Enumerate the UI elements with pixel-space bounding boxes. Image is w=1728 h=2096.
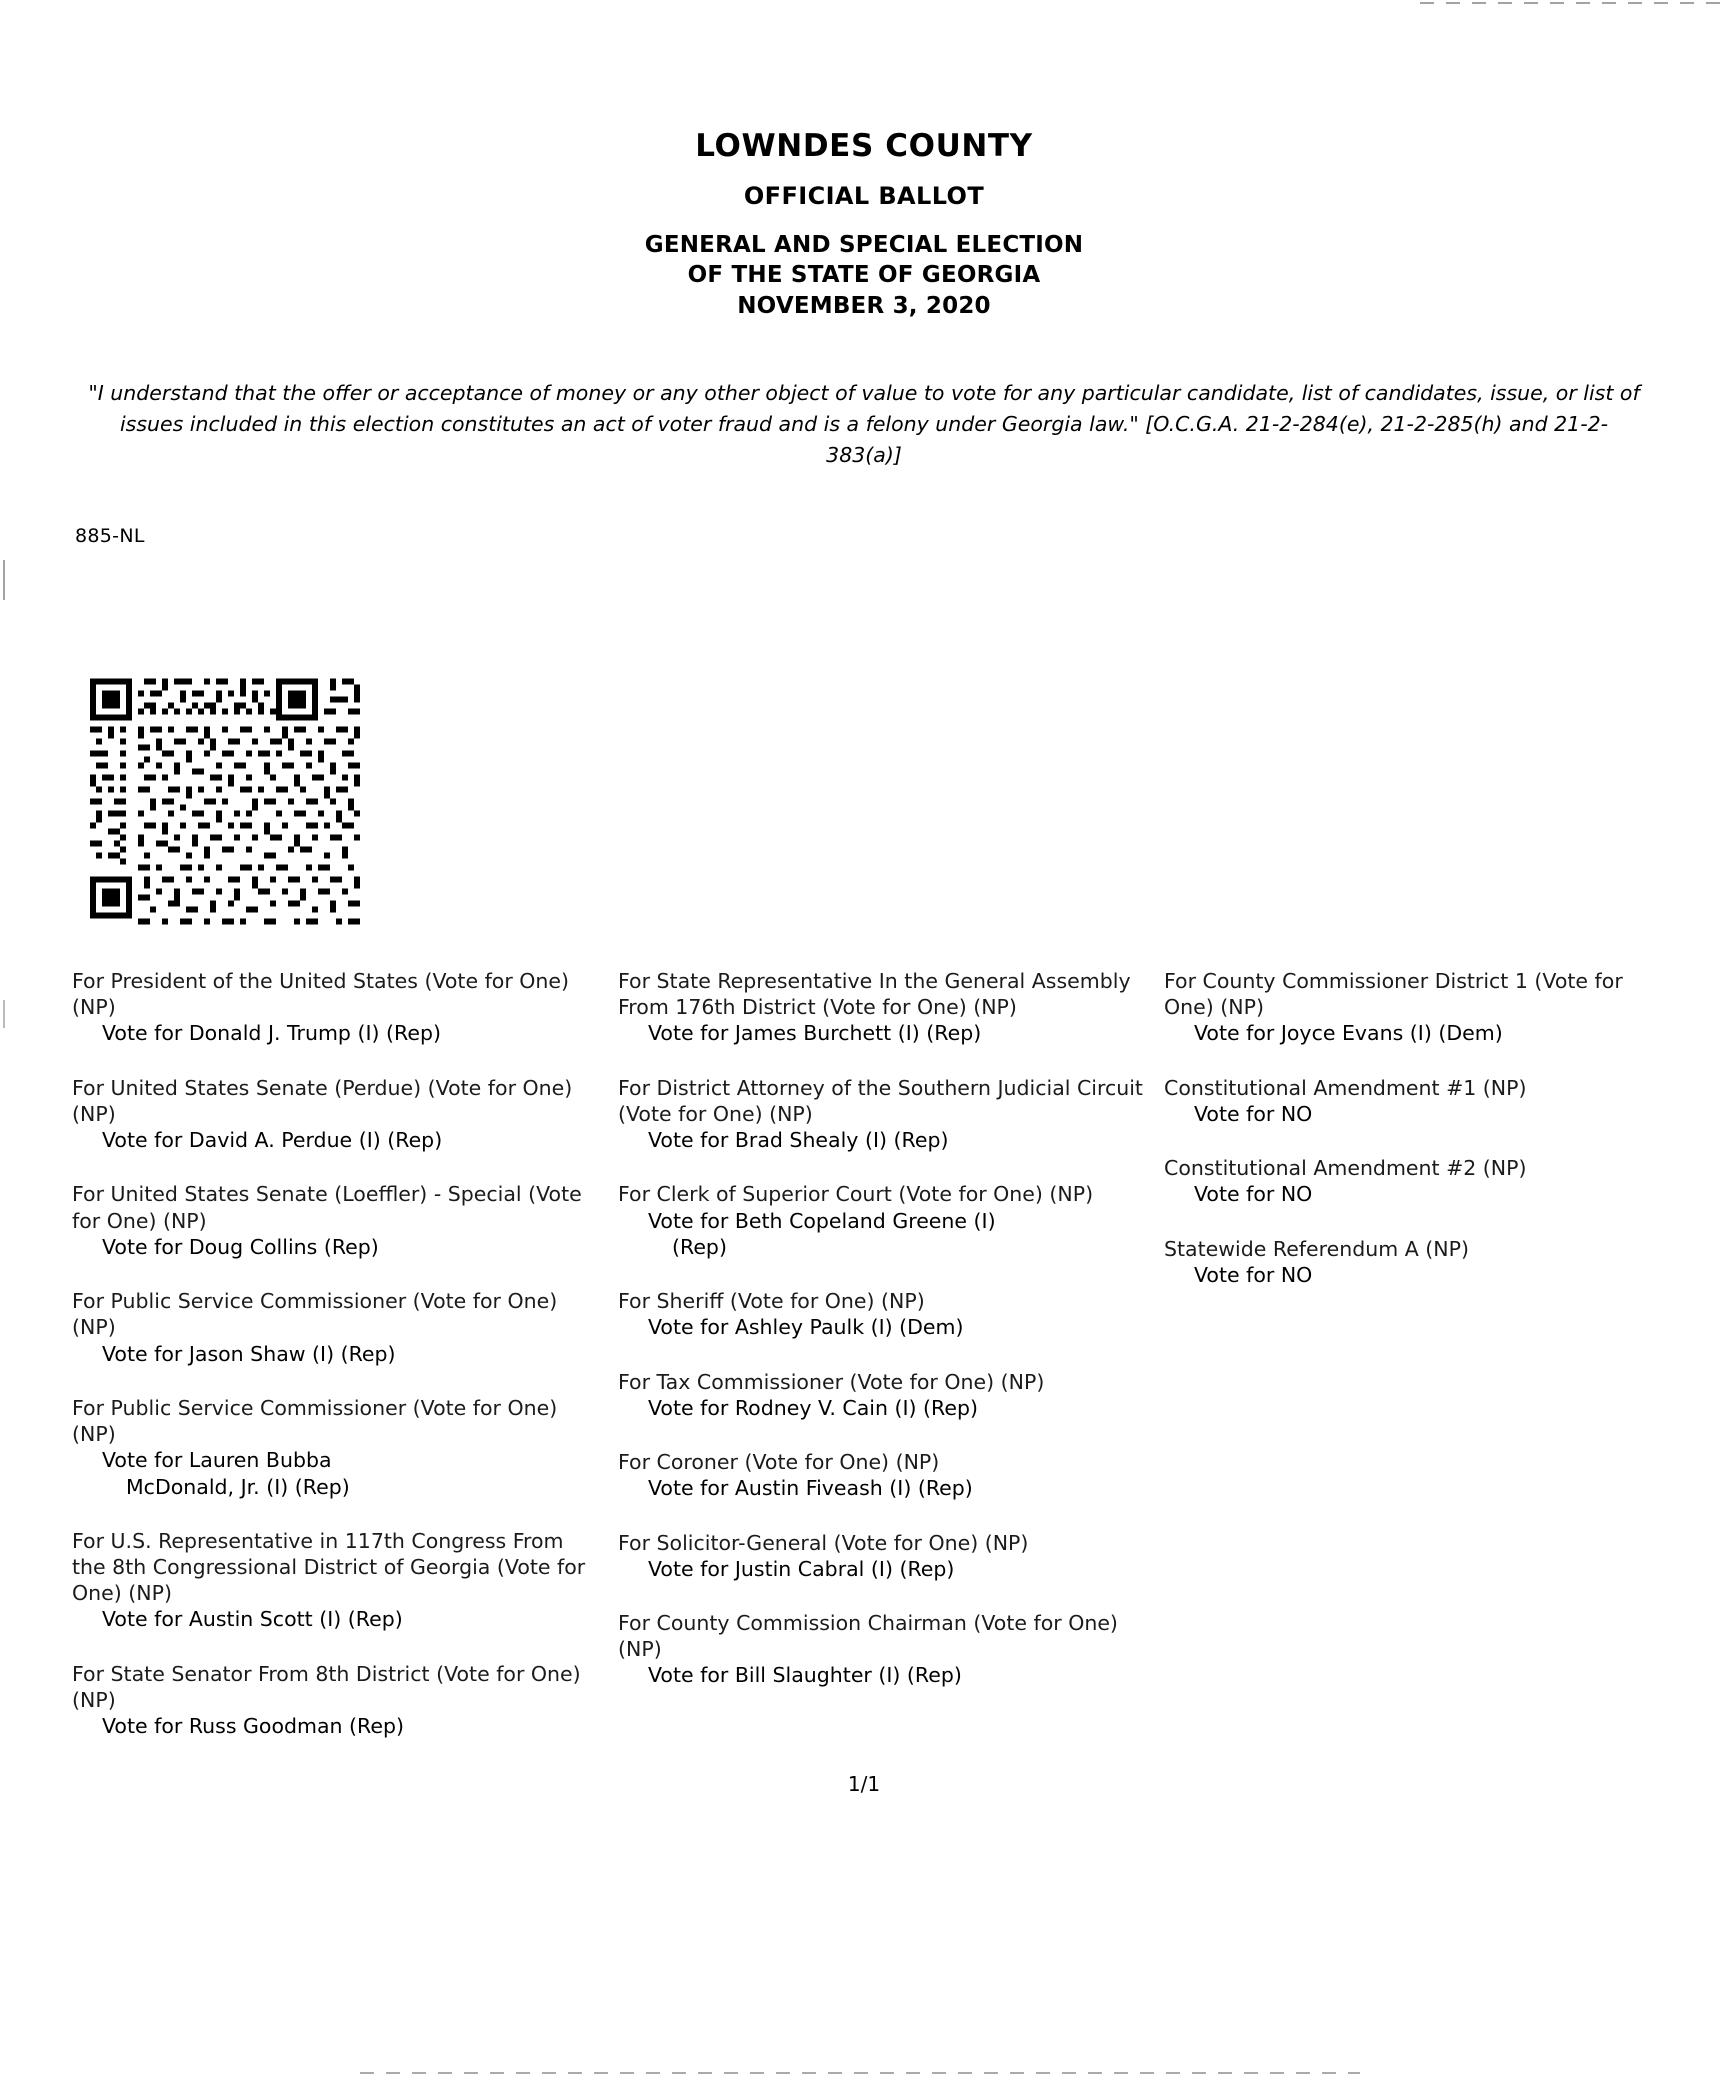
- contest-district-attorney: [618, 1075, 1148, 1154]
- contest-title: For U.S. Representative in 117th Congress From the 8th Congressional District of Georgia (Vote for One) (NP): [72, 1528, 586, 1606]
- contest-county-commissioner-district-1: [1164, 968, 1646, 1047]
- election-title-line-3: NOVEMBER 3, 2020: [737, 292, 991, 319]
- county-title: LOWNDES COUNTY: [695, 128, 1033, 164]
- contest-title: For County Commission Chairman (Vote for One) (NP): [618, 1610, 1118, 1662]
- qr-code: [84, 672, 366, 937]
- contest-public-service-commissioner-2: [72, 1395, 602, 1500]
- contest-choice: Vote for NO: [1194, 1262, 1313, 1287]
- contest-title: For Sheriff (Vote for One) (NP): [618, 1289, 925, 1314]
- contest-us-senate-loeffler-special: [72, 1181, 602, 1260]
- contest-choice: Vote for Jason Shaw (I) (Rep): [102, 1341, 396, 1366]
- contest-choice-continuation: (Rep): [672, 1234, 727, 1259]
- contest-title: Constitutional Amendment #1 (NP): [1164, 1075, 1527, 1100]
- official-ballot-title: OFFICIAL BALLOT: [743, 182, 985, 210]
- contest-title: For United States Senate (Loeffler) - Special (Vote for One) (NP): [72, 1182, 582, 1233]
- contest-choice: Vote for Justin Cabral (I) (Rep): [648, 1556, 955, 1581]
- contest-statewide-referendum-a: [1164, 1236, 1646, 1288]
- contest-title: For County Commissioner District 1 (Vote for One) (NP): [1164, 969, 1623, 1020]
- contest-title: For United States Senate (Perdue) (Vote for One) (NP): [72, 1075, 573, 1126]
- contest-choice: Vote for Austin Fiveash (I) (Rep): [648, 1476, 973, 1501]
- contest-choice: Vote for NO: [1194, 1182, 1313, 1207]
- page-number: 1/1: [847, 1772, 881, 1796]
- scan-artifact-left-2: [3, 1000, 5, 1028]
- contest-title: For Tax Commissioner (Vote for One) (NP): [618, 1369, 1045, 1394]
- contest-solicitor-general: [618, 1530, 1148, 1582]
- contest-title: For Coroner (Vote for One) (NP): [618, 1450, 940, 1475]
- contest-choice: Vote for David A. Perdue (I) (Rep): [102, 1128, 443, 1153]
- contest-constitutional-amendment-1: [1164, 1075, 1646, 1127]
- scan-artifact-top: [1420, 2, 1720, 4]
- contest-title: For Solicitor-General (Vote for One) (NP): [618, 1530, 1029, 1555]
- contest-choice: Vote for Joyce Evans (I) (Dem): [1194, 1021, 1503, 1046]
- contest-us-representative-8th-district: [72, 1528, 602, 1633]
- contest-title: For State Representative In the General Assembly From 176th District (Vote for One) (NP): [618, 969, 1131, 1020]
- contest-us-senate-perdue: [72, 1075, 602, 1154]
- voter-fraud-oath: "I understand that the offer or acceptance of money or any other object of value to vote for any particular candidate, list of candidates, issue, or list of issues included in this election constitutes an act of voter fraud and is a felony under Georgia law." [O.C.G.A. 21-2-284(e), 21-2-285(h) and 21-2-383(a)]: [88, 381, 1640, 468]
- contest-state-representative-176th: [618, 968, 1148, 1047]
- scan-artifact-bottom: [360, 2072, 1360, 2074]
- contest-constitutional-amendment-2: [1164, 1155, 1646, 1207]
- contest-state-senator-8th-district: [72, 1661, 602, 1740]
- contest-choice: Vote for Ashley Paulk (I) (Dem): [648, 1315, 964, 1340]
- column-2: [618, 968, 1164, 1689]
- contest-county-commission-chairman: [618, 1610, 1148, 1689]
- contest-choice: Vote for Doug Collins (Rep): [102, 1234, 379, 1259]
- contest-title: For Public Service Commissioner (Vote for One) (NP): [72, 1289, 558, 1340]
- contest-title: Constitutional Amendment #2 (NP): [1164, 1156, 1527, 1181]
- contest-choice: Vote for Donald J. Trump (I) (Rep): [102, 1021, 441, 1046]
- contest-title: For Public Service Commissioner (Vote for One) (NP): [72, 1395, 558, 1447]
- contest-president: [72, 968, 602, 1047]
- contest-title: Statewide Referendum A (NP): [1164, 1236, 1469, 1261]
- ballot-header: [0, 128, 1728, 321]
- contest-choice: Vote for NO: [1194, 1101, 1313, 1126]
- contest-clerk-of-superior-court: [618, 1181, 1148, 1260]
- contest-choice-text: Vote for Lauren Bubba: [102, 1448, 332, 1473]
- column-3: [1164, 968, 1662, 1288]
- election-title-line-2: OF THE STATE OF GEORGIA: [687, 262, 1041, 289]
- contest-choice-continuation: McDonald, Jr. (I) (Rep): [126, 1474, 350, 1499]
- contest-choice: Vote for James Burchett (I) (Rep): [648, 1021, 982, 1046]
- contest-choice: Vote for Bill Slaughter (I) (Rep): [648, 1663, 962, 1688]
- contest-columns: [72, 968, 1662, 1739]
- contest-choice: Vote for Austin Scott (I) (Rep): [102, 1607, 403, 1632]
- contest-public-service-commissioner-1: [72, 1288, 602, 1367]
- contest-title: For President of the United States (Vote for One) (NP): [72, 969, 570, 1020]
- contest-title: For District Attorney of the Southern Judicial Circuit (Vote for One) (NP): [618, 1075, 1143, 1126]
- column-1: [72, 968, 618, 1739]
- election-title-line-1: GENERAL AND SPECIAL ELECTION: [644, 232, 1084, 258]
- contest-choice: [618, 1208, 1148, 1260]
- contest-choice: Vote for Russ Goodman (Rep): [102, 1714, 405, 1739]
- contest-choice: Vote for Rodney V. Cain (I) (Rep): [648, 1395, 978, 1420]
- scan-artifact-left: [3, 560, 5, 600]
- contest-choice: [72, 1447, 602, 1499]
- contest-choice: Vote for Brad Shealy (I) (Rep): [648, 1128, 949, 1153]
- ballot-style-id: 885-NL: [75, 525, 145, 547]
- contest-title: For Clerk of Superior Court (Vote for One) (NP): [618, 1182, 1094, 1207]
- contest-sheriff: [618, 1288, 1148, 1340]
- contest-choice-text: Vote for Beth Copeland Greene (I): [648, 1208, 996, 1233]
- contest-coroner: [618, 1449, 1148, 1501]
- contest-tax-commissioner: [618, 1369, 1148, 1421]
- contest-title: For State Senator From 8th District (Vote for One) (NP): [72, 1661, 581, 1712]
- election-title: [0, 230, 1728, 321]
